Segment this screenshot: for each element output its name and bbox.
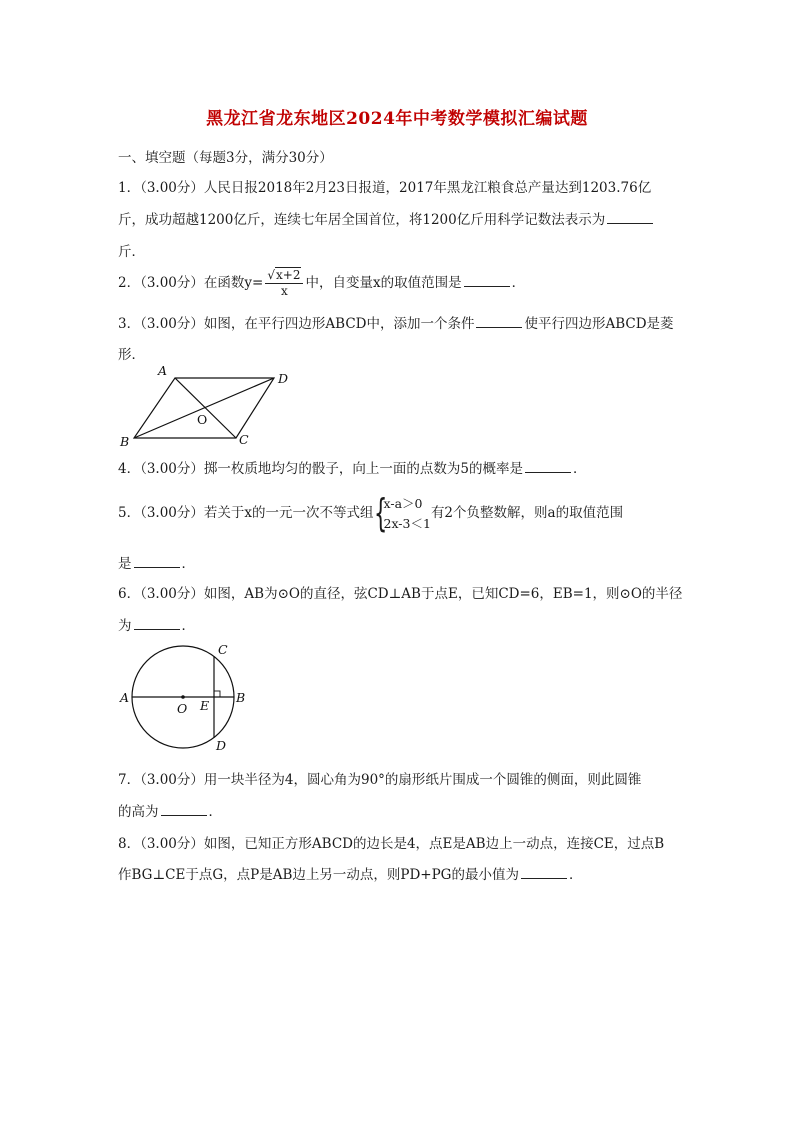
label-o: O	[197, 412, 208, 427]
answer-blank-2[interactable]	[464, 285, 510, 287]
question-7-line-2-text: 的高为	[118, 804, 159, 820]
fraction-denominator: x	[281, 284, 288, 298]
circle-figure	[112, 638, 252, 756]
question-5-line-2	[118, 552, 195, 572]
answer-blank-1[interactable]	[607, 222, 653, 224]
question-3-line-2: 形．	[118, 347, 145, 363]
center-point	[181, 695, 185, 699]
question-6-line-2-text: 为	[118, 618, 132, 634]
sqrt-radicand: x+2	[276, 268, 301, 282]
parallelogram-figure	[112, 362, 302, 450]
question-2-post: 中，自变量x的取值范围是	[305, 275, 462, 291]
question-2	[118, 268, 525, 299]
question-4	[118, 457, 587, 477]
page-title: 黑龙江省龙东地区2024年中考数学模拟汇编试题	[206, 109, 588, 129]
question-6-line-2	[118, 614, 195, 634]
label-d: D	[278, 371, 289, 386]
question-8-line-2-text: 作BG⊥CE于点G，点P是AB边上另一动点，则PD+PG的最小值为	[118, 867, 519, 883]
question-3-line-1	[118, 312, 674, 332]
answer-blank-3[interactable]	[476, 326, 522, 328]
question-5-end: ．	[181, 556, 195, 572]
label-a: A	[120, 690, 130, 705]
fraction-numerator: √x+2	[265, 268, 303, 284]
question-5-prefix: 5．（3.00分）若关于x的一元一次不等式组	[118, 505, 374, 521]
question-8-end: ．	[568, 867, 583, 883]
question-5-post: 有2个负整数解，则a的取值范围	[430, 505, 624, 521]
question-7-end: ．	[208, 804, 222, 820]
answer-blank-4[interactable]	[525, 471, 571, 473]
answer-blank-7[interactable]	[161, 814, 207, 816]
inequality-1: x-a＞0	[383, 495, 423, 511]
question-5-line-2-text: 是	[118, 556, 132, 572]
question-8-line-2	[118, 863, 582, 883]
brace-symbol: {	[373, 490, 387, 535]
question-3-post: 使平行四边形ABCD是菱	[524, 316, 674, 332]
inequality-system	[373, 490, 431, 535]
label-a: A	[158, 363, 168, 378]
answer-blank-6[interactable]	[134, 628, 180, 630]
function-fraction	[265, 268, 303, 299]
question-1-line-2-text: 斤，成功超越1200亿斤，连续七年居全国首位，将1200亿斤用科学记数法表示为	[118, 212, 606, 228]
label-d: D	[216, 738, 227, 753]
question-8-line-1: 8．（3.00分）如图，已知正方形ABCD的边长是4，点E是AB边上一动点，连接CE，过点B	[118, 836, 665, 852]
answer-blank-8[interactable]	[521, 877, 567, 879]
question-7-line-2	[118, 800, 222, 820]
question-1-line-3: 斤．	[118, 244, 145, 260]
label-c: C	[239, 432, 249, 447]
question-2-prefix: 2．（3.00分）在函数y=	[118, 275, 264, 291]
question-6-end: ．	[181, 618, 195, 634]
question-1-line-2	[118, 208, 655, 228]
label-o: O	[177, 701, 188, 716]
section-heading: 一、填空题（每题3分，满分30分）	[118, 150, 333, 166]
question-3-prefix: 3．（3.00分）如图，在平行四边形ABCD中，添加一个条件	[118, 316, 475, 332]
label-e: E	[200, 698, 210, 713]
answer-blank-5[interactable]	[134, 566, 180, 568]
label-b: B	[120, 434, 130, 449]
label-c: C	[218, 642, 228, 657]
question-6-line-1: 6．（3.00分）如图，AB为⊙O的直径，弦CD⊥AB于点E，已知CD=6，EB=1，则⊙O的半径	[118, 586, 683, 602]
question-5-line-1	[118, 490, 623, 536]
right-angle-mark	[214, 691, 220, 697]
question-7-line-1: 7．（3.00分）用一块半径为4，圆心角为90°的扇形纸片围成一个圆锥的侧面，则此圆锥	[118, 772, 642, 788]
inequality-2: 2x-3＜1	[383, 515, 431, 531]
question-1-line-1: 1．（3.00分）人民日报2018年2月23日报道，2017年黑龙江粮食总产量达到1203.76亿	[118, 180, 652, 196]
question-4-end: ．	[573, 461, 587, 477]
question-2-end: ．	[511, 275, 526, 291]
question-4-text: 4．（3.00分）掷一枚质地均匀的骰子，向上一面的点数为5的概率是	[118, 461, 523, 477]
label-b: B	[236, 690, 246, 705]
